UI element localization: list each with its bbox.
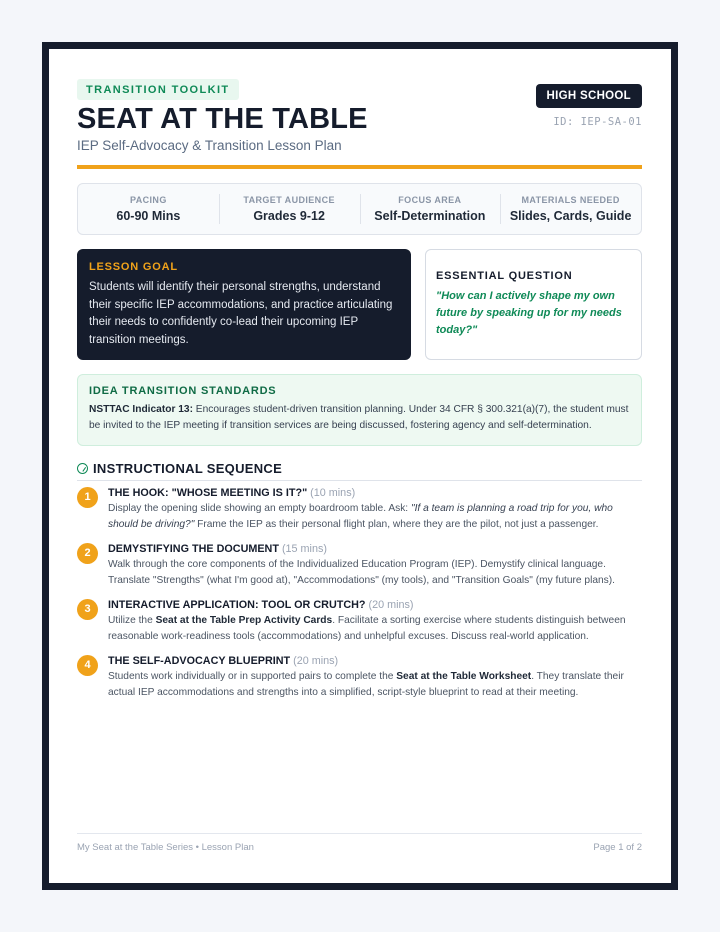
page-frame <box>42 42 678 890</box>
step-duration: (20 mins) <box>290 655 339 667</box>
compass-icon <box>77 463 88 474</box>
step-body <box>108 655 642 700</box>
step-number: 3 <box>77 599 98 620</box>
standards-lead: NSTTAC Indicator 13: <box>89 404 193 415</box>
step-1 <box>77 487 642 532</box>
step-body <box>108 487 642 532</box>
step-title <box>108 599 642 611</box>
standards-text <box>89 402 630 434</box>
step-text: Walk through the core components of the Individualized Education Program (IEP). Demystify clinical language. Translate "Strengths" (what I'm good at), "Accommodations" (my tools), and "Transition Goals" (my future plans). <box>108 559 615 586</box>
step-title-text: THE SELF-ADVOCACY BLUEPRINT <box>108 655 291 667</box>
standards-body: Encourages student-driven transition planning. Under 34 CFR § 300.321(a)(7), the student must be invited to the IEP meeting if transition services are being discussed, fostering agency and self-determination. <box>89 404 629 431</box>
step-duration: (20 mins) <box>365 599 414 611</box>
meta-materials <box>500 184 641 234</box>
step-text: Students work individually or in supported pairs to complete the <box>108 671 397 682</box>
meta-bar <box>77 183 642 235</box>
footer-page-number: Page 1 of 2 <box>593 842 642 853</box>
essential-question-label: ESSENTIAL QUESTION <box>436 270 573 282</box>
essential-question-card <box>425 249 642 360</box>
step-description <box>108 613 642 644</box>
meta-label: PACING <box>130 195 167 205</box>
step-description <box>108 557 642 588</box>
content <box>77 79 642 711</box>
step-resource: Seat at the Table Prep Activity Cards <box>155 615 333 626</box>
header <box>77 79 642 169</box>
step-duration: (15 mins) <box>278 543 327 555</box>
step-text: . Facilitate a sorting exercise where students distinguish between reasonable work-readiness tools (accommodations) and unhelpful excuses. Discuss real-world application. <box>108 615 626 642</box>
step-number: 1 <box>77 487 98 508</box>
footer-series: My Seat at the Table Series • Lesson Plan <box>77 842 254 853</box>
sequence-header <box>77 461 642 481</box>
step-3 <box>77 599 642 644</box>
lesson-goal-card <box>77 249 411 360</box>
page-title: SEAT AT THE TABLE <box>77 103 368 135</box>
step-text: . They translate their actual IEP accommodations and strengths into a simplified, script-style blueprint to read at their meeting. <box>108 671 624 698</box>
meta-focus <box>360 184 501 234</box>
meta-value: Self-Determination <box>374 209 486 223</box>
meta-audience <box>219 184 360 234</box>
step-body <box>108 599 642 644</box>
page-footer <box>77 833 642 853</box>
step-title <box>108 543 642 555</box>
standards-label: IDEA TRANSITION STANDARDS <box>89 385 277 397</box>
step-quote: "If a team is planning a road trip for you, who should be driving?" <box>108 503 613 530</box>
meta-pacing <box>78 184 219 234</box>
meta-value: Slides, Cards, Guide <box>509 209 632 223</box>
meta-value: 60-90 Mins <box>116 209 181 223</box>
sequence-title: INSTRUCTIONAL SEQUENCE <box>93 461 283 476</box>
step-title-text: THE HOOK: "WHOSE MEETING IS IT?" <box>108 487 308 499</box>
sequence-steps <box>77 487 642 700</box>
step-text: Display the opening slide showing an empty boardroom table. Ask: <box>108 503 411 514</box>
step-title-text: INTERACTIVE APPLICATION: TOOL OR CRUTCH? <box>108 599 366 611</box>
standards-card <box>77 374 642 446</box>
lesson-goal-text: Students will identify their personal strengths, understand their specific IEP accommodations, and practice articulating their needs to confidently co-lead their upcoming IEP transition meetings. <box>89 281 393 346</box>
step-duration: (10 mins) <box>307 487 356 499</box>
step-resource: Seat at the Table Worksheet <box>396 671 532 682</box>
meta-value: Grades 9-12 <box>253 209 325 223</box>
step-description <box>108 501 642 532</box>
level-badge: HIGH SCHOOL <box>536 84 642 108</box>
lesson-goal-label: LESSON GOAL <box>89 261 178 273</box>
lesson-plan-sheet <box>49 49 671 883</box>
accent-rule <box>77 165 642 169</box>
goal-question-row <box>77 249 642 360</box>
step-text: Utilize the <box>108 615 156 626</box>
step-number: 2 <box>77 543 98 564</box>
step-body <box>108 543 642 588</box>
step-text: Frame the IEP as their personal flight plan, where they are the pilot, not just a passenger. <box>194 518 599 530</box>
meta-label: TARGET AUDIENCE <box>243 195 335 205</box>
step-description <box>108 669 642 700</box>
step-title <box>108 487 642 499</box>
step-number: 4 <box>77 655 98 676</box>
toolkit-tag: TRANSITION TOOLKIT <box>77 79 239 100</box>
step-4 <box>77 655 642 700</box>
essential-question-text: "How can I actively shape my own future by speaking up for my needs today?" <box>436 290 622 336</box>
document-id: ID: IEP-SA-01 <box>553 116 642 128</box>
step-2 <box>77 543 642 588</box>
step-title <box>108 655 642 667</box>
meta-label: FOCUS AREA <box>398 195 462 205</box>
page-subtitle: IEP Self-Advocacy & Transition Lesson Plan <box>77 138 342 153</box>
step-title-text: DEMYSTIFYING THE DOCUMENT <box>108 543 279 555</box>
meta-label: MATERIALS NEEDED <box>521 195 620 205</box>
